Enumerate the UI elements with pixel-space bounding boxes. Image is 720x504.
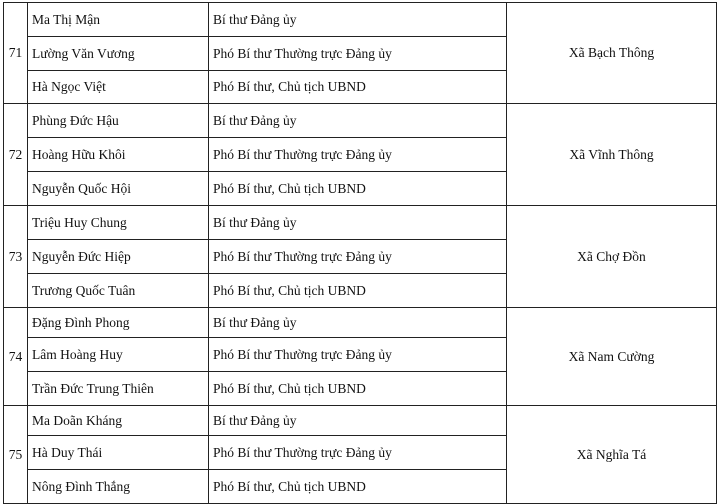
name-cell: Trần Đức Trung Thiên <box>28 372 209 406</box>
name-cell: Hoàng Hữu Khôi <box>28 138 209 172</box>
name-cell: Nguyễn Đức Hiệp <box>28 240 209 274</box>
row-number-cell: 74 <box>4 308 28 406</box>
position-cell: Phó Bí thư Thường trực Đảng ủy <box>209 138 507 172</box>
row-number-cell: 71 <box>4 3 28 104</box>
commune-cell: Xã Nam Cường <box>507 308 717 406</box>
name-cell: Ma Doãn Kháng <box>28 406 209 436</box>
row-number-cell: 72 <box>4 104 28 206</box>
name-cell: Lâm Hoàng Huy <box>28 338 209 372</box>
table-row <box>4 3 717 37</box>
position-cell: Phó Bí thư, Chủ tịch UBND <box>209 172 507 206</box>
position-cell: Phó Bí thư Thường trực Đảng ủy <box>209 37 507 71</box>
name-cell: Hà Duy Thái <box>28 436 209 470</box>
position-cell: Bí thư Đảng ủy <box>209 206 507 240</box>
commune-cell: Xã Nghĩa Tá <box>507 406 717 504</box>
table-row <box>4 104 717 138</box>
name-cell: Phùng Đức Hậu <box>28 104 209 138</box>
name-cell: Lường Văn Vương <box>28 37 209 71</box>
position-cell: Phó Bí thư Thường trực Đảng ủy <box>209 338 507 372</box>
table-row <box>4 308 717 338</box>
position-cell: Bí thư Đảng ủy <box>209 308 507 338</box>
personnel-table <box>3 2 717 504</box>
position-cell: Phó Bí thư, Chủ tịch UBND <box>209 372 507 406</box>
commune-cell: Xã Vĩnh Thông <box>507 104 717 206</box>
name-cell: Hà Ngọc Việt <box>28 71 209 104</box>
table-row <box>4 206 717 240</box>
name-cell: Trương Quốc Tuân <box>28 274 209 308</box>
name-cell: Nông Đình Thắng <box>28 470 209 504</box>
position-cell: Phó Bí thư Thường trực Đảng ủy <box>209 436 507 470</box>
name-cell: Ma Thị Mận <box>28 3 209 37</box>
position-cell: Phó Bí thư, Chủ tịch UBND <box>209 71 507 104</box>
name-cell: Đặng Đình Phong <box>28 308 209 338</box>
position-cell: Bí thư Đảng ủy <box>209 104 507 138</box>
table-body <box>4 3 717 504</box>
commune-cell: Xã Bạch Thông <box>507 3 717 104</box>
position-cell: Bí thư Đảng ủy <box>209 3 507 37</box>
name-cell: Triệu Huy Chung <box>28 206 209 240</box>
position-cell: Phó Bí thư, Chủ tịch UBND <box>209 470 507 504</box>
commune-cell: Xã Chợ Đồn <box>507 206 717 308</box>
position-cell: Bí thư Đảng ủy <box>209 406 507 436</box>
name-cell: Nguyễn Quốc Hội <box>28 172 209 206</box>
row-number-cell: 73 <box>4 206 28 308</box>
position-cell: Phó Bí thư Thường trực Đảng ủy <box>209 240 507 274</box>
row-number-cell: 75 <box>4 406 28 504</box>
position-cell: Phó Bí thư, Chủ tịch UBND <box>209 274 507 308</box>
table-row <box>4 406 717 436</box>
